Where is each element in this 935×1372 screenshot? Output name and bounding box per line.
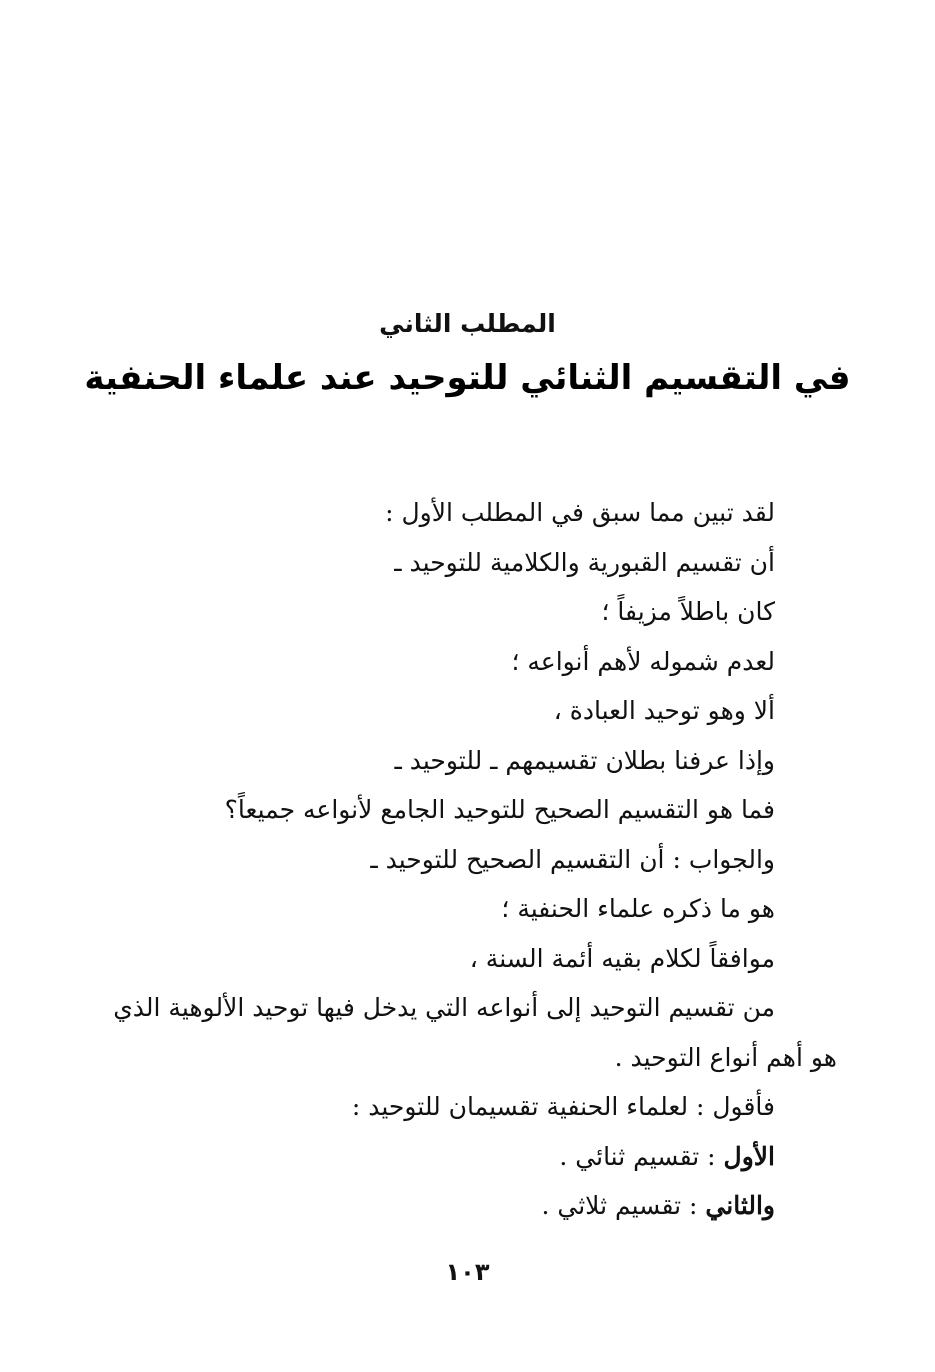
body-line: والجواب : أن التقسيم الصحيح للتوحيد ـ [370,844,775,874]
body-line: فما هو التقسيم الصحيح للتوحيد الجامع لأنواعه جميعاً؟ [224,795,775,824]
section-heading: المطلب الثاني [379,309,556,338]
body-line: ألا وهو توحيد العبادة ، [553,696,775,725]
chapter-title: في التقسيم الثنائي للتوحيد عند علماء الحنفية [84,358,851,398]
list-item-text: : تقسيم ثنائي . [559,1141,716,1171]
body-line: موافقاً لكلام بقيه أئمة السنة ، [469,943,775,973]
body-line: أن تقسيم القبورية والكلامية للتوحيد ـ [394,547,775,577]
list-item-label: والثاني [705,1191,775,1220]
body-line: لعدم شموله لأهم أنواعه ؛ [511,646,775,676]
body-line: لقد تبين مما سبق في المطلب الأول : [385,498,775,527]
body-text [90,488,837,1231]
body-line: وإذا عرفنا بطلان تقسيمهم ـ للتوحيد ـ [394,745,775,775]
list-item-label: الأول [723,1141,775,1171]
body-line: فأقول : لعلماء الحنفية تقسيمان للتوحيد : [351,1092,775,1121]
list-item-second [90,1181,775,1231]
list-item-first [90,1132,775,1182]
page-number: ١٠٣ [445,1258,490,1286]
body-line: من تقسيم التوحيد إلى أنواعه التي يدخل فيها توحيد الألوهية الذي [113,993,775,1022]
body-line: هو أهم أنواع التوحيد . [614,1042,837,1072]
body-line: هو ما ذكره علماء الحنفية ؛ [501,894,775,923]
body-line: كان باطلاً مزيفاً ؛ [601,597,775,626]
list-item-text: : تقسيم ثلاثي . [541,1191,698,1220]
